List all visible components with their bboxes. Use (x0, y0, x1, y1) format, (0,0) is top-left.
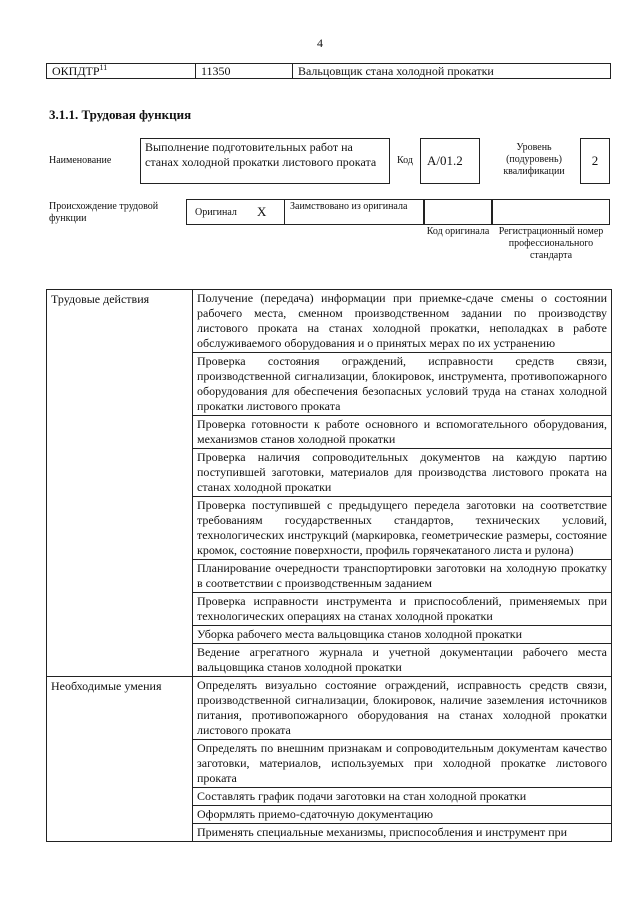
origin-box (186, 199, 424, 225)
level-label: Уровень (подуровень) квалификации (503, 142, 565, 177)
registration-number-box (492, 199, 610, 225)
table-row (47, 677, 612, 740)
okpdtr-row (47, 64, 611, 79)
okpdtr-code: 11350 (196, 64, 293, 79)
labor-action-item: Получение (передача) информации при приемке-сдаче смены о состоянии рабочего места, сменном производственном задании по производству листового проката на станах холодной прокатки, неполадках в работе обслуживаемого оборудования и о принятых мерах по их устранению (193, 290, 612, 353)
okpdtr-label-cell (47, 64, 196, 79)
function-code: A/01.2 (420, 138, 480, 184)
qualification-level: 2 (580, 138, 610, 184)
skill-item: Определять по внешним признакам и сопроводительным документам качество заготовки, материалов, используемых при холодной прокатке листового проката (193, 740, 612, 788)
page-number: 4 (317, 36, 323, 50)
labor-action-item: Проверка исправности инструмента и приспособлений, применяемых при технологических операциях на станах холодной прокатки (193, 593, 612, 626)
labor-action-item: Проверка состояния ограждений, исправности средств связи, производственной сигнализации, блокировок, инструмента, противопожарного оборудования для обеспечения безопасных условий труда на станах холодной прокатки листового проката (193, 353, 612, 416)
skills-label: Необходимые умения (47, 677, 193, 842)
okpdtr-name: Вальцовщик стана холодной прокатки (293, 64, 611, 79)
function-name: Выполнение подготовительных работ на станах холодной прокатки листового проката (140, 138, 390, 184)
original-code-box (424, 199, 492, 225)
original-mark: X (257, 204, 267, 219)
registration-caption: Регистрационный номер профессионального стандарта (498, 226, 604, 261)
labor-action-item: Проверка готовности к работе основного и вспомогательного оборудования, механизмов станов холодной прокатки (193, 416, 612, 449)
labor-action-item: Планирование очередности транспортировки заготовки на холодную прокатку в соответствии с производственным заданием (193, 560, 612, 593)
okpdtr-table (46, 63, 611, 79)
labor-action-item: Проверка наличия сопроводительных документов на каждую партию поступившей заготовки, материалов для производства листового проката на станах холодной прокатки (193, 449, 612, 497)
code-original-caption: Код оригинала (426, 226, 490, 237)
origin-label: Происхождение трудовой функции (49, 201, 159, 224)
skill-item: Оформлять приемо-сдаточную документацию (193, 806, 612, 824)
origin-divider (284, 200, 285, 224)
table-row (47, 290, 612, 353)
labor-action-item: Проверка поступившей с предыдущего передела заготовки на соответствие требованиям государственных стандартов, технических условий, технологических инструкций (маркировка, геометрические размеры, состояние кромок, состояние поверхности, профиль горячекатаного листа и рулона) (193, 497, 612, 560)
skill-item: Определять визуально состояние ограждений, исправность средств связи, производственной сигнализации, блокировок, наличие заземления источников питания, противопожарного оборудования на станах холодной прокатки листового проката (193, 677, 612, 740)
skill-item: Применять специальные механизмы, приспособления и инструмент при (193, 824, 612, 842)
labor-action-item: Уборка рабочего места вальцовщика станов холодной прокатки (193, 626, 612, 644)
okpdtr-footnote: 11 (99, 63, 108, 72)
section-title: 3.1.1. Трудовая функция (49, 107, 192, 122)
borrowed-label: Заимствовано из оригинала (290, 201, 408, 212)
original-label: Оригинал (195, 207, 237, 218)
labor-actions-label: Трудовые действия (47, 290, 193, 677)
functions-table (46, 289, 612, 842)
labor-action-item: Ведение агрегатного журнала и учетной документации рабочего места вальцовщика станов холодной прокатки (193, 644, 612, 677)
okpdtr-label: ОКПДТР (52, 64, 100, 78)
name-label: Наименование (49, 155, 112, 166)
code-label: Код (397, 155, 413, 166)
skill-item: Составлять график подачи заготовки на стан холодной прокатки (193, 788, 612, 806)
